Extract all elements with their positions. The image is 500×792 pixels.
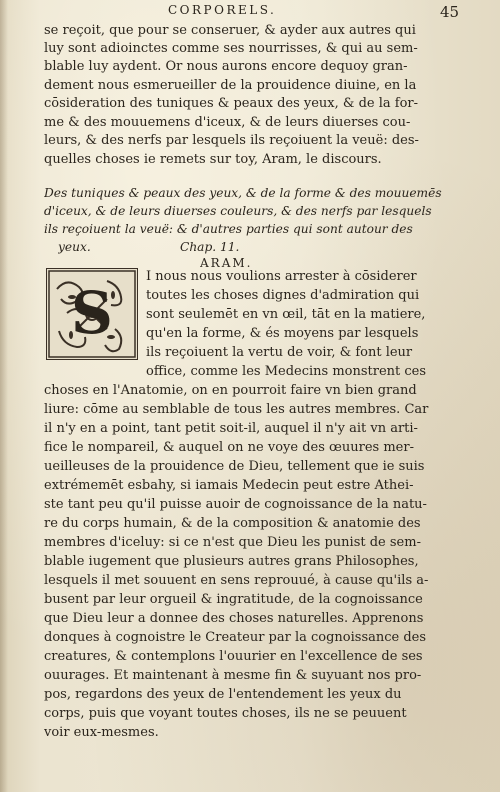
text-line: leurs, & des nerfs par lesquels ils reçoiuent la veuë: des- (44, 133, 419, 148)
text-line: choses en l'Anatomie, on en pourroit faire vn bien grand (44, 383, 417, 398)
speaker-name: ARAM. (200, 256, 253, 270)
text-line: donques à cognoistre le Createur par la cognoissance des (44, 630, 427, 645)
initial-letter: S (71, 279, 113, 347)
text-line: I nous nous voulions arrester à cōsiderer (146, 269, 417, 284)
chapter-summary-line: ils reçoiuent la veuë: & d'autres parties qui sont autour des (44, 222, 413, 236)
text-line: pos, regardons des yeux de l'entendement les yeux du (44, 687, 402, 702)
text-line: liure: cōme au semblable de tous les autres membres. Car (44, 402, 429, 417)
text-line: voir eux-mesmes. (44, 725, 159, 740)
text-line: extrémemēt esbahy, si iamais Medecin peut estre Athei- (44, 478, 414, 493)
text-line: lesquels il met souuent en sens reprouué, à cause qu'ils a- (44, 573, 429, 588)
text-line: blable luy aydent. Or nous aurons encore dequoy gran- (44, 59, 408, 74)
page-gutter-shadow (0, 0, 8, 792)
decorated-initial-icon (47, 269, 137, 359)
text-line: me & des mouuemens d'iceux, & de leurs diuerses cou- (44, 115, 411, 130)
text-line: membres d'iceluy: si ce n'est que Dieu les punist de sem- (44, 535, 421, 550)
text-line: que Dieu leur a donnee des choses naturelles. Apprenons (44, 611, 424, 626)
text-line: se reçoit, que pour se conseruer, & ayder aux autres qui (44, 23, 416, 38)
text-line: ils reçoiuent la vertu de voir, & font leur (146, 345, 413, 360)
chapter-summary-line: Des tuniques & peaux des yeux, & de la forme & des mouuemēs (44, 186, 442, 200)
text-line: il n'y en a point, tant petit soit-il, auquel il n'y ait vn arti- (44, 421, 418, 436)
decorated-initial (46, 268, 138, 360)
text-line: quelles choses ie remets sur toy, Aram, le discours. (44, 152, 382, 167)
chapter-summary-line: d'iceux, & de leurs diuerses couleurs, & des nerfs par lesquels (44, 204, 432, 218)
text-line: fice le nompareil, & auquel on ne voye des œuures mer- (44, 440, 414, 455)
page-number: 45 (440, 3, 460, 21)
text-line: ste tant peu qu'il puisse auoir de cognoissance de la natu- (44, 497, 427, 512)
text-line: blable iugement que plusieurs autres grans Philosophes, (44, 554, 419, 569)
chapter-summary-end: yeux. (58, 240, 91, 254)
text-line: creatures, & contemplons l'ouurier en l'excellence de ses (44, 649, 423, 664)
text-line: re du corps humain, & de la composition & anatomie des (44, 516, 421, 531)
text-line: busent par leur orgueil & ingratitude, de la cognoissance (44, 592, 423, 607)
text-line: dement nous esmerueiller de la prouidence diuine, en la (44, 78, 417, 93)
text-line: corps, puis que voyant toutes choses, ils ne se peuuent (44, 706, 407, 721)
running-title: CORPORELS. (168, 3, 277, 17)
text-line: luy sont adioinctes comme ses nourrisses, & qui au sem- (44, 41, 418, 56)
text-line: ueilleuses de la prouidence de Dieu, tellement que ie suis (44, 459, 425, 474)
text-line: office, comme les Medecins monstrent ces (146, 364, 427, 379)
chapter-number: Chap. 11. (180, 240, 240, 254)
text-line: toutes les choses dignes d'admiration qui (146, 288, 420, 303)
text-line: cōsideration des tuniques & peaux des yeux, & de la for- (44, 96, 419, 111)
text-line: sont seulemēt en vn œil, tāt en la matiere, (146, 307, 426, 322)
text-line: qu'en la forme, & és moyens par lesquels (146, 326, 419, 341)
text-line: ouurages. Et maintenant à mesme fin & suyuant nos pro- (44, 668, 422, 683)
